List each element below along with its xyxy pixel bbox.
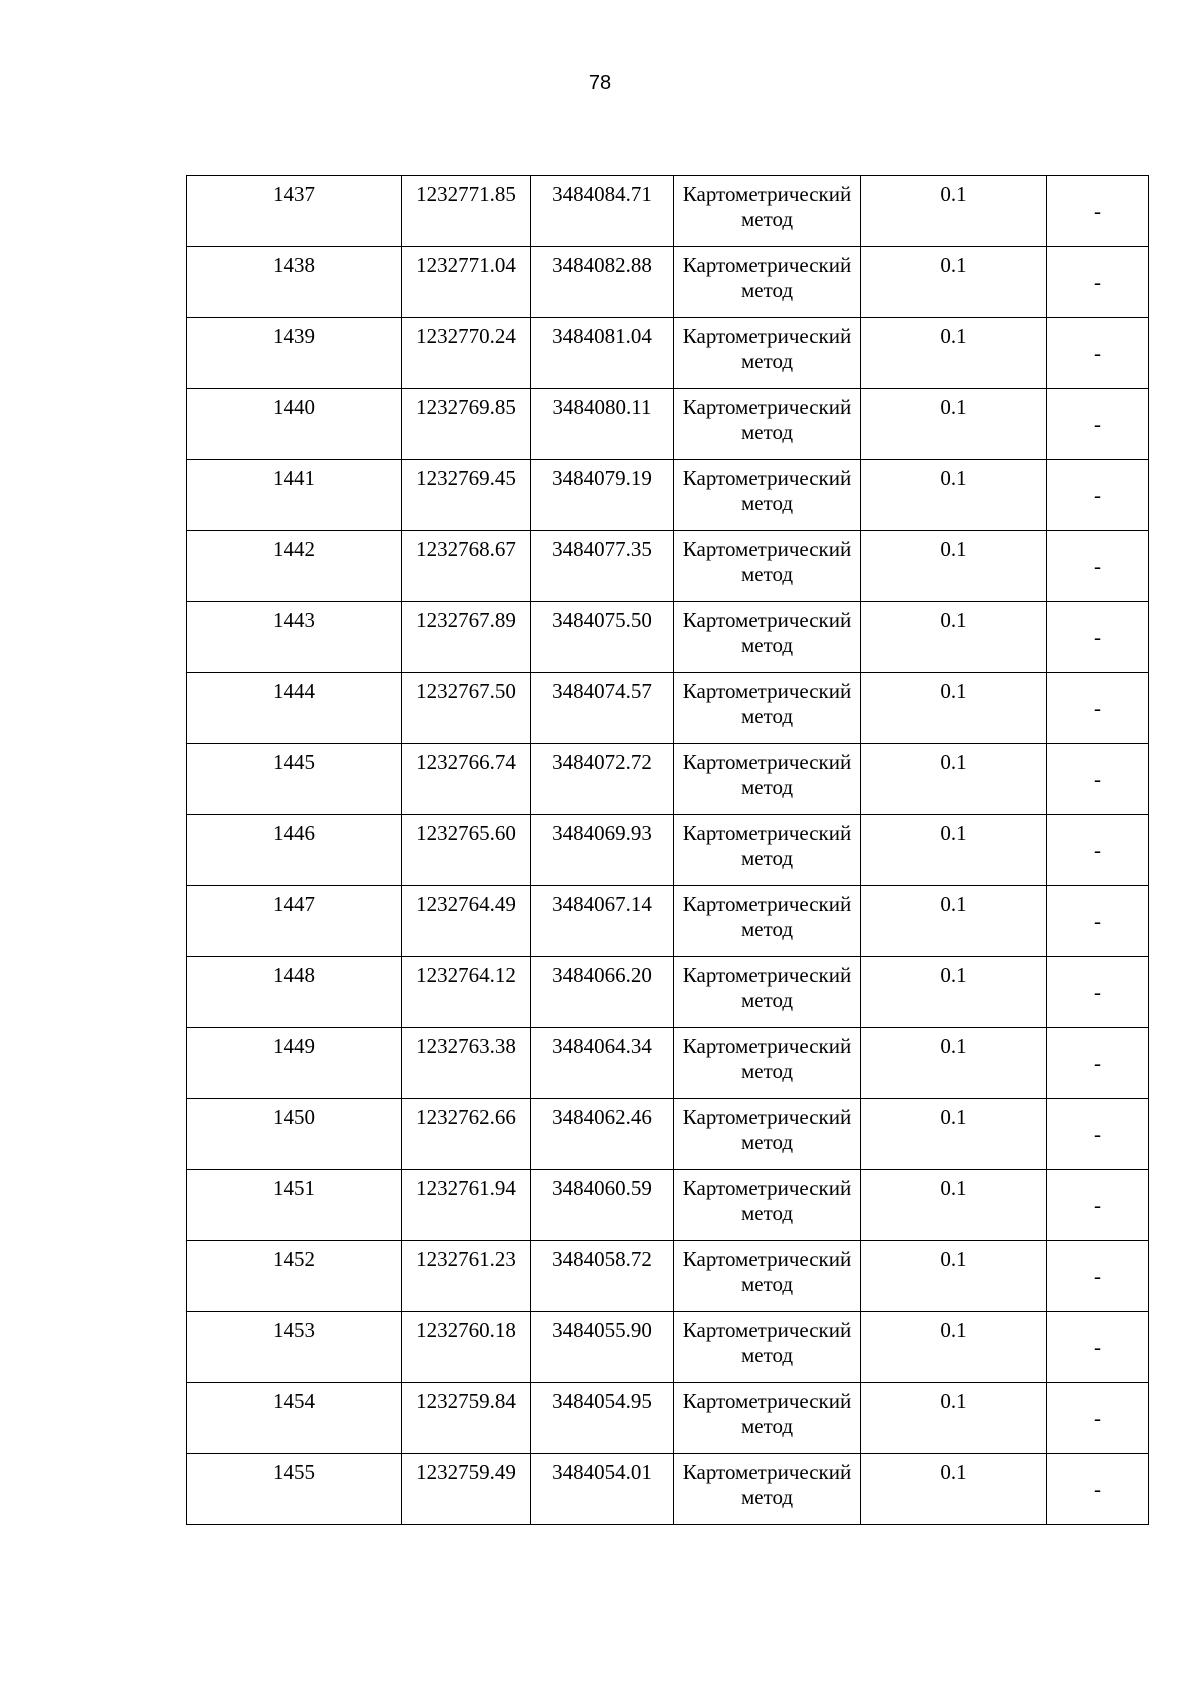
y-coordinate-cell: 3484072.72 bbox=[531, 744, 674, 815]
x-coordinate-cell: 1232759.49 bbox=[402, 1454, 531, 1525]
point-number-cell: 1448 bbox=[187, 957, 402, 1028]
y-coordinate-cell: 3484074.57 bbox=[531, 673, 674, 744]
table-row bbox=[187, 1170, 1149, 1241]
x-coordinate-cell: 1232769.85 bbox=[402, 389, 531, 460]
method-cell: Картометрический метод bbox=[674, 318, 861, 389]
x-coordinate-cell: 1232767.50 bbox=[402, 673, 531, 744]
accuracy-cell: 0.1 bbox=[861, 1099, 1047, 1170]
method-cell: Картометрический метод bbox=[674, 389, 861, 460]
method-cell: Картометрический метод bbox=[674, 886, 861, 957]
point-number-cell: 1454 bbox=[187, 1383, 402, 1454]
x-coordinate-cell: 1232765.60 bbox=[402, 815, 531, 886]
y-coordinate-cell: 3484055.90 bbox=[531, 1312, 674, 1383]
y-coordinate-cell: 3484077.35 bbox=[531, 531, 674, 602]
note-cell: - bbox=[1047, 1099, 1149, 1170]
point-number-cell: 1439 bbox=[187, 318, 402, 389]
x-coordinate-cell: 1232766.74 bbox=[402, 744, 531, 815]
method-cell: Картометрический метод bbox=[674, 1241, 861, 1312]
accuracy-cell: 0.1 bbox=[861, 460, 1047, 531]
method-cell: Картометрический метод bbox=[674, 602, 861, 673]
method-cell: Картометрический метод bbox=[674, 673, 861, 744]
x-coordinate-cell: 1232761.94 bbox=[402, 1170, 531, 1241]
coordinates-table bbox=[186, 175, 1149, 1525]
method-cell: Картометрический метод bbox=[674, 815, 861, 886]
point-number-cell: 1451 bbox=[187, 1170, 402, 1241]
y-coordinate-cell: 3484060.59 bbox=[531, 1170, 674, 1241]
y-coordinate-cell: 3484067.14 bbox=[531, 886, 674, 957]
accuracy-cell: 0.1 bbox=[861, 389, 1047, 460]
y-coordinate-cell: 3484081.04 bbox=[531, 318, 674, 389]
note-cell: - bbox=[1047, 815, 1149, 886]
y-coordinate-cell: 3484069.93 bbox=[531, 815, 674, 886]
note-cell: - bbox=[1047, 1383, 1149, 1454]
accuracy-cell: 0.1 bbox=[861, 673, 1047, 744]
table-row bbox=[187, 389, 1149, 460]
x-coordinate-cell: 1232764.49 bbox=[402, 886, 531, 957]
accuracy-cell: 0.1 bbox=[861, 1383, 1047, 1454]
y-coordinate-cell: 3484058.72 bbox=[531, 1241, 674, 1312]
accuracy-cell: 0.1 bbox=[861, 531, 1047, 602]
point-number-cell: 1444 bbox=[187, 673, 402, 744]
x-coordinate-cell: 1232759.84 bbox=[402, 1383, 531, 1454]
note-cell: - bbox=[1047, 389, 1149, 460]
point-number-cell: 1438 bbox=[187, 247, 402, 318]
method-cell: Картометрический метод bbox=[674, 531, 861, 602]
point-number-cell: 1445 bbox=[187, 744, 402, 815]
x-coordinate-cell: 1232771.85 bbox=[402, 176, 531, 247]
note-cell: - bbox=[1047, 1028, 1149, 1099]
y-coordinate-cell: 3484064.34 bbox=[531, 1028, 674, 1099]
note-cell: - bbox=[1047, 1312, 1149, 1383]
table-row bbox=[187, 815, 1149, 886]
y-coordinate-cell: 3484082.88 bbox=[531, 247, 674, 318]
table-row bbox=[187, 1028, 1149, 1099]
note-cell: - bbox=[1047, 673, 1149, 744]
method-cell: Картометрический метод bbox=[674, 1099, 861, 1170]
accuracy-cell: 0.1 bbox=[861, 1028, 1047, 1099]
table-row bbox=[187, 1383, 1149, 1454]
method-cell: Картометрический метод bbox=[674, 1383, 861, 1454]
table-row bbox=[187, 957, 1149, 1028]
table-row bbox=[187, 886, 1149, 957]
accuracy-cell: 0.1 bbox=[861, 1454, 1047, 1525]
y-coordinate-cell: 3484075.50 bbox=[531, 602, 674, 673]
accuracy-cell: 0.1 bbox=[861, 247, 1047, 318]
method-cell: Картометрический метод bbox=[674, 247, 861, 318]
note-cell: - bbox=[1047, 247, 1149, 318]
x-coordinate-cell: 1232770.24 bbox=[402, 318, 531, 389]
point-number-cell: 1443 bbox=[187, 602, 402, 673]
note-cell: - bbox=[1047, 886, 1149, 957]
note-cell: - bbox=[1047, 318, 1149, 389]
point-number-cell: 1437 bbox=[187, 176, 402, 247]
note-cell: - bbox=[1047, 957, 1149, 1028]
table-row bbox=[187, 1454, 1149, 1525]
accuracy-cell: 0.1 bbox=[861, 1312, 1047, 1383]
method-cell: Картометрический метод bbox=[674, 1170, 861, 1241]
table-row bbox=[187, 744, 1149, 815]
accuracy-cell: 0.1 bbox=[861, 1241, 1047, 1312]
y-coordinate-cell: 3484054.95 bbox=[531, 1383, 674, 1454]
table-row bbox=[187, 247, 1149, 318]
method-cell: Картометрический метод bbox=[674, 176, 861, 247]
table-row bbox=[187, 460, 1149, 531]
method-cell: Картометрический метод bbox=[674, 1312, 861, 1383]
method-cell: Картометрический метод bbox=[674, 957, 861, 1028]
x-coordinate-cell: 1232761.23 bbox=[402, 1241, 531, 1312]
point-number-cell: 1455 bbox=[187, 1454, 402, 1525]
x-coordinate-cell: 1232768.67 bbox=[402, 531, 531, 602]
method-cell: Картометрический метод bbox=[674, 1454, 861, 1525]
method-cell: Картометрический метод bbox=[674, 460, 861, 531]
coordinates-table-body bbox=[187, 176, 1149, 1525]
y-coordinate-cell: 3484054.01 bbox=[531, 1454, 674, 1525]
note-cell: - bbox=[1047, 176, 1149, 247]
y-coordinate-cell: 3484084.71 bbox=[531, 176, 674, 247]
x-coordinate-cell: 1232760.18 bbox=[402, 1312, 531, 1383]
point-number-cell: 1441 bbox=[187, 460, 402, 531]
point-number-cell: 1446 bbox=[187, 815, 402, 886]
table-row bbox=[187, 318, 1149, 389]
note-cell: - bbox=[1047, 531, 1149, 602]
point-number-cell: 1449 bbox=[187, 1028, 402, 1099]
table-row bbox=[187, 1099, 1149, 1170]
method-cell: Картометрический метод bbox=[674, 1028, 861, 1099]
y-coordinate-cell: 3484066.20 bbox=[531, 957, 674, 1028]
point-number-cell: 1450 bbox=[187, 1099, 402, 1170]
point-number-cell: 1447 bbox=[187, 886, 402, 957]
point-number-cell: 1453 bbox=[187, 1312, 402, 1383]
y-coordinate-cell: 3484079.19 bbox=[531, 460, 674, 531]
accuracy-cell: 0.1 bbox=[861, 886, 1047, 957]
page-number: 78 bbox=[588, 72, 612, 94]
accuracy-cell: 0.1 bbox=[861, 602, 1047, 673]
accuracy-cell: 0.1 bbox=[861, 318, 1047, 389]
x-coordinate-cell: 1232762.66 bbox=[402, 1099, 531, 1170]
method-cell: Картометрический метод bbox=[674, 744, 861, 815]
note-cell: - bbox=[1047, 460, 1149, 531]
accuracy-cell: 0.1 bbox=[861, 815, 1047, 886]
y-coordinate-cell: 3484062.46 bbox=[531, 1099, 674, 1170]
point-number-cell: 1440 bbox=[187, 389, 402, 460]
point-number-cell: 1442 bbox=[187, 531, 402, 602]
accuracy-cell: 0.1 bbox=[861, 744, 1047, 815]
accuracy-cell: 0.1 bbox=[861, 957, 1047, 1028]
table-row bbox=[187, 602, 1149, 673]
accuracy-cell: 0.1 bbox=[861, 1170, 1047, 1241]
note-cell: - bbox=[1047, 744, 1149, 815]
x-coordinate-cell: 1232763.38 bbox=[402, 1028, 531, 1099]
note-cell: - bbox=[1047, 602, 1149, 673]
note-cell: - bbox=[1047, 1241, 1149, 1312]
table-row bbox=[187, 176, 1149, 247]
x-coordinate-cell: 1232771.04 bbox=[402, 247, 531, 318]
accuracy-cell: 0.1 bbox=[861, 176, 1047, 247]
x-coordinate-cell: 1232764.12 bbox=[402, 957, 531, 1028]
y-coordinate-cell: 3484080.11 bbox=[531, 389, 674, 460]
x-coordinate-cell: 1232769.45 bbox=[402, 460, 531, 531]
table-row bbox=[187, 1312, 1149, 1383]
note-cell: - bbox=[1047, 1170, 1149, 1241]
point-number-cell: 1452 bbox=[187, 1241, 402, 1312]
x-coordinate-cell: 1232767.89 bbox=[402, 602, 531, 673]
table-row bbox=[187, 673, 1149, 744]
table-row bbox=[187, 1241, 1149, 1312]
table-row bbox=[187, 531, 1149, 602]
note-cell: - bbox=[1047, 1454, 1149, 1525]
